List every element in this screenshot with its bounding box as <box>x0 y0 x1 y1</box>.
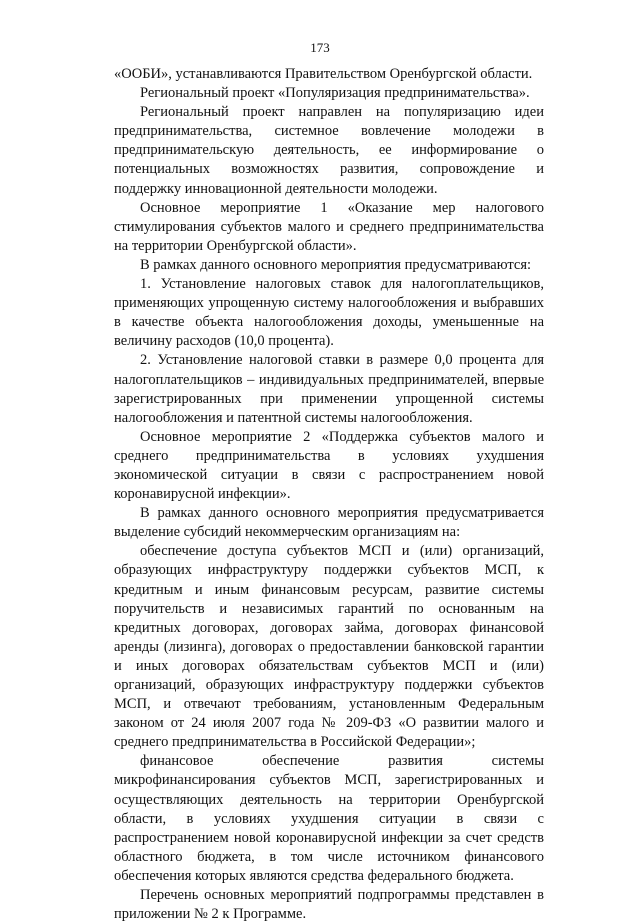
paragraph-7: 2. Установление налоговой ставки в размере 0,0 процента для налогоплательщиков – индивидуальных предпринимателей, впервые зарегистрированных при применении упрощенной системы налогообложения и патентной системы налогообложения. <box>114 352 544 426</box>
paragraph-11: финансовое обеспечение развития системы микрофинансирования субъектов МСП, зарегистрированных и осуществляющих деятельность на территории Оренбургской области, в условиях ухудшения ситуации в связи с распространением новой коронавирусной инфекции за счет средств областного бюджета, в том числе источником финансового обеспечения которых являются средства федерального бюджета. <box>114 753 544 884</box>
paragraph-10: обеспечение доступа субъектов МСП и (или) организаций, образующих инфраструктуру поддержки субъектов МСП, к кредитным и иным финансовым ресурсам, развитие системы поручительств и независимых гарантий по основанным на кредитных договорах, договорах займа, договорах финансовой аренды (лизинга), договорах о предоставлении банковской гарантии и иных договорах обязательствам субъектов МСП и (или) организаций, образующих инфраструктуру поддержки субъектов МСП, и отвечают требованиям, установленным Федеральным законом от 24 июля 2007 года № 209-ФЗ «О развитии малого и среднего предпринимательства в Российской Федерации»; <box>114 543 544 751</box>
paragraph-2: Региональный проект «Популяризация предпринимательства». <box>140 85 530 102</box>
paragraph-8: Основное мероприятие 2 «Поддержка субъектов малого и среднего предпринимательства в условиях ухудшения экономической ситуации в связи с распространением новой коронавирусной инфекции». <box>114 428 544 503</box>
paragraph-9: В рамках данного основного мероприятия предусматривается выделение субсидий некоммерческим организациям на: <box>114 505 544 541</box>
paragraph-1: «ООБИ», устанавливаются Правительством Оренбургской области. <box>114 66 533 82</box>
page-number: 173 <box>310 40 330 55</box>
paragraph-3: Региональный проект направлен на популяризацию идеи предпринимательства, системное вовлечение молодежи в предпринимательскую деятельность, ее информирование о потенциальных возможностях развития, сопровождение и поддержку инновационной деятельности молодежи. <box>114 104 544 197</box>
paragraph-12: Перечень основных мероприятий подпрограммы представлен в приложении № 2 к Программе. <box>114 887 544 923</box>
document-body <box>114 65 544 924</box>
paragraph-5: В рамках данного основного мероприятия предусматриваются: <box>140 256 532 273</box>
paragraph-6: 1. Установление налоговых ставок для налогоплательщиков, применяющих упрощенную систему налогообложения и выбравших в качестве объекта налогообложения доходы, уменьшенные на величину расходов (10,0 процента). <box>114 276 544 350</box>
paragraph-4: Основное мероприятие 1 «Оказание мер налогового стимулирования субъектов малого и среднего предпринимательства на территории Оренбургской области». <box>114 199 544 254</box>
